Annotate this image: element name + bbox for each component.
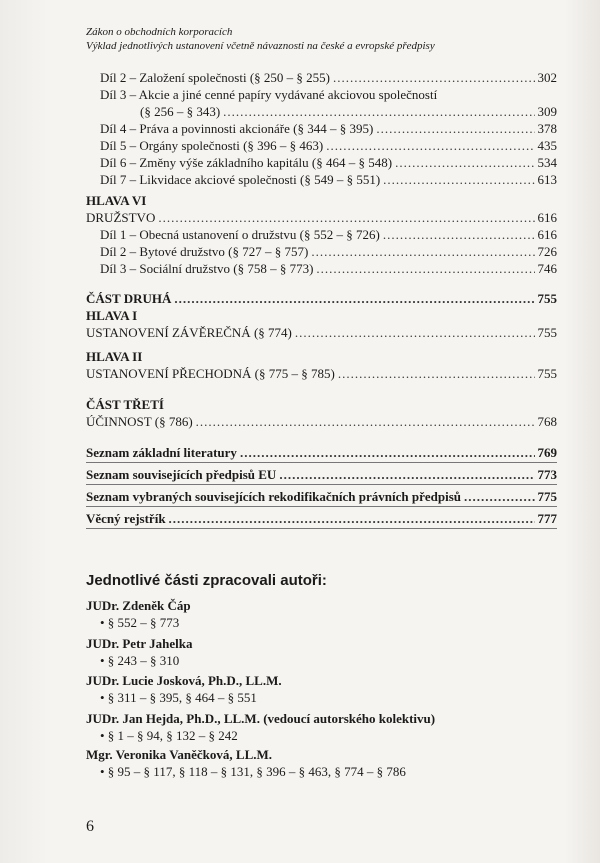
toc-row: Díl 2 – Založení společnosti (§ 250 – § 255) ..... 302 [86, 69, 557, 86]
author-sections: • § 311 – § 395, § 464 – § 551 [100, 690, 257, 705]
running-header [86, 25, 435, 53]
author-name: JUDr. Petr Jahelka [86, 636, 193, 651]
toc-row: Díl 3 – Akcie a jiné cenné papíry vydávané akciovou společností [100, 87, 438, 102]
toc-row: (§ 256 – § 343) ..... 309 [86, 103, 557, 120]
toc-heading: HLAVA II [86, 349, 143, 364]
toc-row: Díl 6 – Změny výše základního kapitálu (§ 464 – § 548) ..... 534 [86, 154, 557, 171]
author-sections: • § 1 – § 94, § 132 – § 242 [100, 728, 238, 743]
author-sections: • § 552 – § 773 [100, 615, 180, 630]
toc-row: Seznam souvisejících předpisů EU ..... 773 [86, 466, 557, 483]
toc-row: DRUŽSTVO ..... 616 [86, 209, 557, 226]
toc-row: Díl 4 – Práva a povinnosti akcionáře (§ 344 – § 395) ..... 378 [86, 120, 557, 137]
header-subtitle: Výklad jednotlivých ustanovení včetně návaznosti na české a evropské předpisy [86, 40, 435, 52]
toc-heading: HLAVA I [86, 308, 138, 323]
page-number: 6 [86, 818, 94, 835]
toc-row: Díl 1 – Obecná ustanovení o družstvu (§ 552 – § 726) ..... 616 [86, 226, 557, 243]
toc-heading: ČÁST TŘETÍ [86, 397, 164, 412]
toc-row: Díl 5 – Orgány společnosti (§ 396 – § 463) ..... 435 [86, 137, 557, 154]
toc-row: Díl 2 – Bytové družstvo (§ 727 – § 757) ..... 726 [86, 243, 557, 260]
header-title: Zákon o obchodních korporacích [86, 26, 233, 38]
divider [86, 506, 557, 507]
toc-row: Seznam základní literatury ..... 769 [86, 444, 557, 461]
divider [86, 462, 557, 463]
toc-row: Seznam vybraných souvisejících rekodifikačních právních předpisů ..... 775 [86, 488, 557, 505]
toc-heading: HLAVA VI [86, 193, 147, 208]
divider [86, 528, 557, 529]
toc-row: ÚČINNOST (§ 786) ..... 768 [86, 413, 557, 430]
author-sections: • § 95 – § 117, § 118 – § 131, § 396 – § 463, § 774 – § 786 [100, 764, 406, 779]
toc-row: Díl 3 – Sociální družstvo (§ 758 – § 773) ..... 746 [86, 260, 557, 277]
author-name: JUDr. Zdeněk Čáp [86, 598, 191, 613]
toc-row: ČÁST DRUHÁ ..... 755 [86, 290, 557, 307]
author-name: JUDr. Jan Hejda, Ph.D., LL.M. (vedoucí autorského kolektivu) [86, 711, 436, 726]
toc-row: Díl 7 – Likvidace akciové společnosti (§ 549 – § 551) ..... 613 [86, 171, 557, 188]
toc-row: USTANOVENÍ PŘECHODNÁ (§ 775 – § 785) ..... 755 [86, 365, 557, 382]
author-name: JUDr. Lucie Josková, Ph.D., LL.M. [86, 673, 282, 688]
toc-row: USTANOVENÍ ZÁVĚREČNÁ (§ 774) ..... 755 [86, 324, 557, 341]
authors-heading: Jednotlivé části zpracovali autoři: [86, 572, 327, 589]
divider [86, 484, 557, 485]
toc-row: Věcný rejstřík ..... 777 [86, 510, 557, 527]
author-sections: • § 243 – § 310 [100, 653, 180, 668]
author-name: Mgr. Veronika Vaněčková, LL.M. [86, 747, 273, 762]
